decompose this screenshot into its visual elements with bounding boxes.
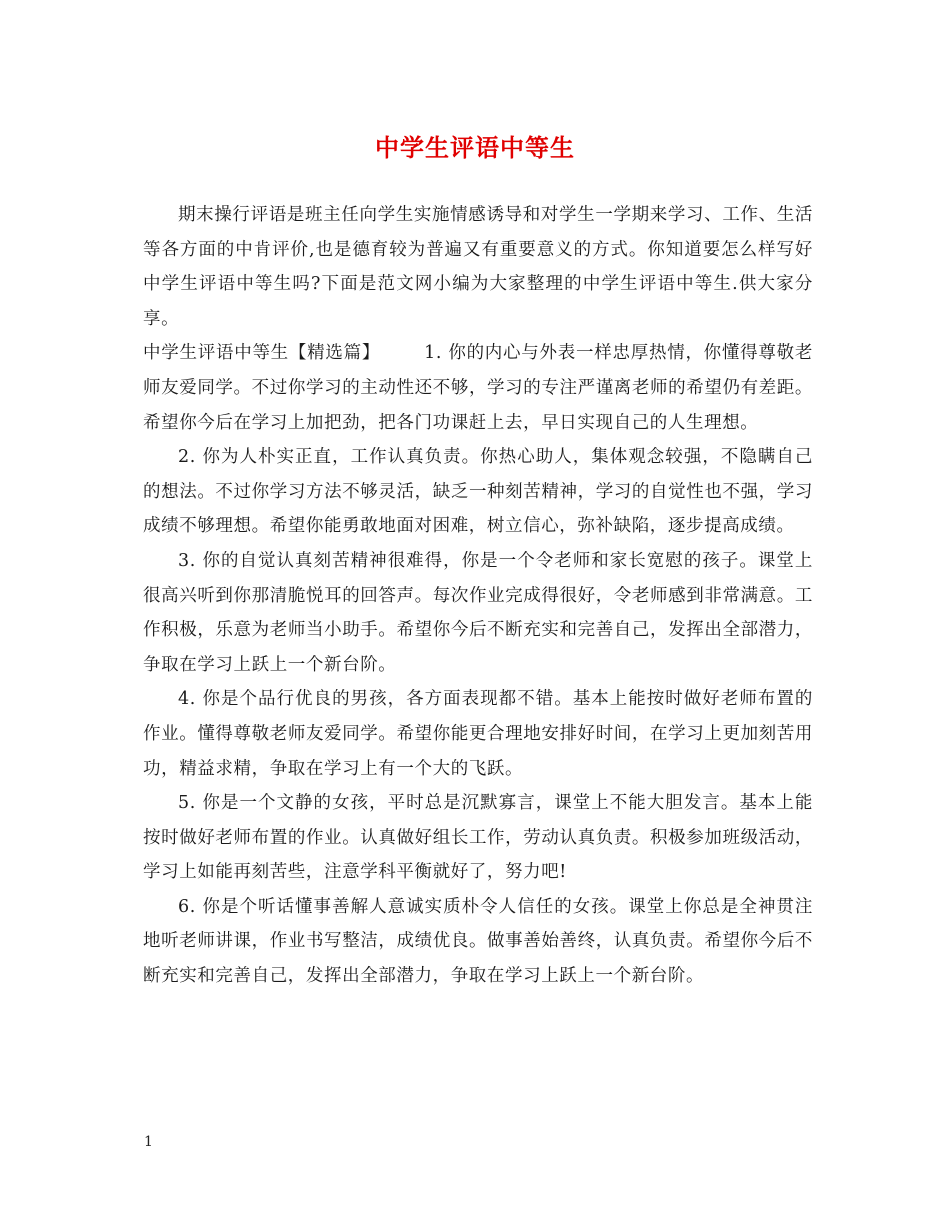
page-title: 中学生评语中等生 [375,133,575,162]
comment-item-5: 5. 你是一个文静的女孩，平时总是沉默寡言，课堂上不能大胆发言。基本上能按时做好老师布置的作业。认真做好组长工作，劳动认真负责。积极参加班级活动，学习上如能再刻苦些，注意学科平衡就好了，努力吧! [143,793,813,883]
comment-item-3: 3. 你的自觉认真刻苦精神很难得，你是一个令老师和家长宽慰的孩子。课堂上很高兴听到你那清脆悦耳的回答声。每次作业完成得很好，令老师感到非常满意。工作积极，乐意为老师当小助手。希望你今后不断充实和完善自己，发挥出全部潜力，争取在学习上跃上一个新台阶。 [143,550,813,675]
page-number: 1 [144,1134,153,1150]
section-paragraph [143,336,813,440]
comment-item-2: 2. 你为人朴实正直，工作认真负责。你热心助人，集体观念较强，不隐瞒自己的想法。不过你学习方法不够灵活，缺乏一种刻苦精神，学习的自觉性也不强，学习成绩不够理想。希望你能勇敢地面对困难，树立信心，弥补缺陷，逐步提高成绩。 [143,447,813,537]
document-body [143,198,813,994]
section-heading: 中学生评语中等生【精选篇】 [143,343,381,364]
intro-paragraph: 期末操行评语是班主任向学生实施情感诱导和对学生一学期来学习、工作、生活等各方面的中肯评价,也是德育较为普遍又有重要意义的方式。你知道要怎么样写好中学生评语中等生吗?下面是范文网小编为大家整理的中学生评语中等生.供大家分享。 [143,205,813,329]
comment-item-6: 6. 你是个听话懂事善解人意诚实质朴令人信任的女孩。课堂上你总是全神贯注地听老师讲课，作业书写整洁，成绩优良。做事善始善终，认真负责。希望你今后不断充实和完善自己，发挥出全部潜力，争取在学习上跃上一个新台阶。 [143,896,813,987]
comment-item-4: 4. 你是个品行优良的男孩，各方面表现都不错。基本上能按时做好老师布置的作业。懂得尊敬老师友爱同学。希望你能更合理地安排好时间，在学习上更加刻苦用功，精益求精，争取在学习上有一个大的飞跃。 [143,689,813,779]
comment-item-1: 1. 你的内心与外表一样忠厚热情，你懂得尊敬老师友爱同学。不过你学习的主动性还不够，学习的专注严谨离老师的希望仍有差距。希望你今后在学习上加把劲，把各门功课赶上去，早日实现自己的人生理想。 [143,343,813,433]
